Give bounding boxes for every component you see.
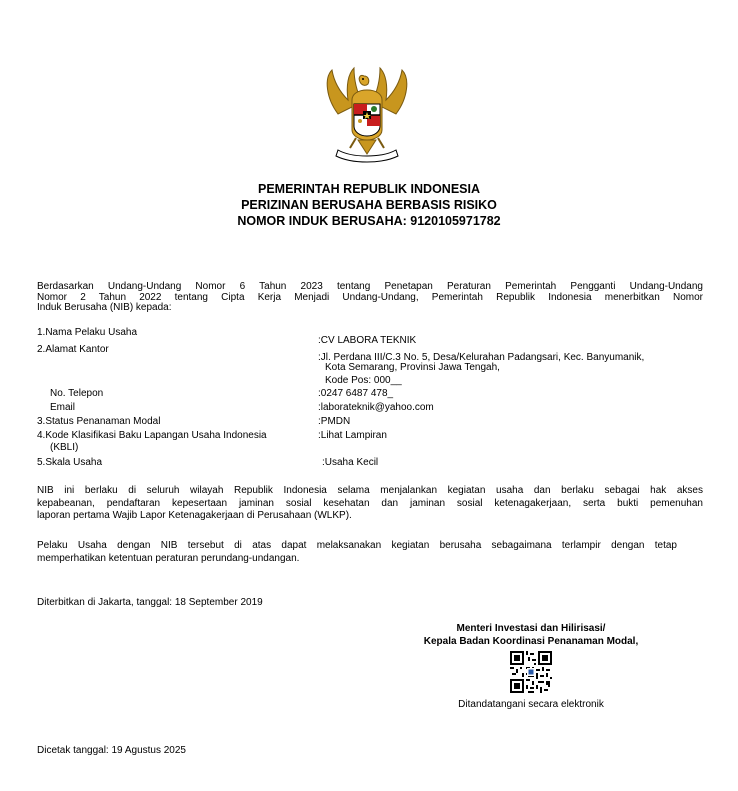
skala-label: 5.Skala Usaha bbox=[37, 457, 103, 468]
permission-paragraph bbox=[37, 540, 703, 565]
telepon-value: :0247 6487 478_ bbox=[318, 388, 394, 399]
intro-paragraph bbox=[37, 282, 703, 314]
status-label: 3.Status Penanaman Modal bbox=[37, 416, 161, 427]
permission-line: memperhatikan ketentuan peraturan perundang-undangan. bbox=[37, 552, 300, 564]
alamat-value-2: Kota Semarang, Provinsi Jawa Tengah, bbox=[325, 362, 500, 373]
validity-line: NIB ini berlaku di seluruh wilayah Republik Indonesia selama menjalankan kegiatan usaha dan berlaku sebagai hak akses bbox=[37, 485, 703, 496]
kbli-label-2: (KBLI) bbox=[50, 442, 79, 453]
kbli-value: :Lihat Lampiran bbox=[318, 430, 387, 441]
alamat-value-3: Kode Pos: 000__ bbox=[325, 375, 402, 386]
telepon-label: No. Telepon bbox=[50, 388, 104, 399]
intro-line: Induk Berusaha (NIB) kepada: bbox=[37, 302, 172, 313]
header-title-2: PERIZINAN BERUSAHA BERBASIS RISIKO bbox=[241, 198, 497, 212]
skala-value: :Usaha Kecil bbox=[322, 457, 379, 468]
email-value: :laborateknik@yahoo.com bbox=[318, 402, 434, 413]
nama-label: 1.Nama Pelaku Usaha bbox=[37, 327, 138, 338]
qr-code-icon bbox=[510, 651, 552, 693]
validity-line: kepabeanan, pendaftaran kepesertaan jaminan sosial kesehatan dan jaminan sosial ketenagakerjaan, serta bukti pemenuhan bbox=[37, 497, 703, 509]
email-label: Email bbox=[50, 402, 76, 413]
nama-value: :CV LABORA TEKNIK bbox=[318, 335, 417, 346]
signatory-title-2: Kepala Badan Koordinasi Penanaman Modal, bbox=[423, 636, 639, 647]
alamat-label: 2.Alamat Kantor bbox=[37, 344, 109, 355]
electronic-signature-note: Ditandatangani secara elektronik bbox=[458, 699, 604, 710]
validity-line: laporan pertama Wajib Lapor Ketenagakerjaan di Perusahaan (WLKP). bbox=[37, 510, 352, 521]
intro-line: Nomor 2 Tahun 2022 tentang Cipta Kerja Menjadi Undang-Undang, Pemerintah Republik Indonesia menerbitkan Nomor bbox=[37, 291, 703, 303]
header-title-1: PEMERINTAH REPUBLIK INDONESIA bbox=[257, 182, 480, 196]
validity-paragraph bbox=[37, 485, 703, 523]
signatory-title-1: Menteri Investasi dan Hilirisasi/ bbox=[456, 623, 606, 634]
permission-line: Pelaku Usaha dengan NIB tersebut di atas dapat melaksanakan kegiatan berusaha sebagaimana terlampir dengan tetap bbox=[37, 540, 677, 551]
intro-line: Berdasarkan Undang-Undang Nomor 6 Tahun 2023 tentang Penetapan Peraturan Pemerintah Pengganti Undang-Undang bbox=[37, 281, 703, 292]
issued-date: Diterbitkan di Jakarta, tanggal: 18 September 2019 bbox=[37, 597, 263, 608]
printed-date: Dicetak tanggal: 19 Agustus 2025 bbox=[37, 745, 186, 756]
alamat-value-1: :Jl. Perdana III/C.3 No. 5, Desa/Kelurahan Padangsari, Kec. Banyumanik, bbox=[318, 352, 645, 363]
status-value: :PMDN bbox=[318, 416, 351, 427]
kbli-label-1: 4.Kode Klasifikasi Baku Lapangan Usaha Indonesia bbox=[37, 430, 267, 441]
garuda-emblem-icon bbox=[318, 64, 416, 166]
nib-number: NOMOR INDUK BERUSAHA: 9120105971782 bbox=[237, 214, 501, 228]
